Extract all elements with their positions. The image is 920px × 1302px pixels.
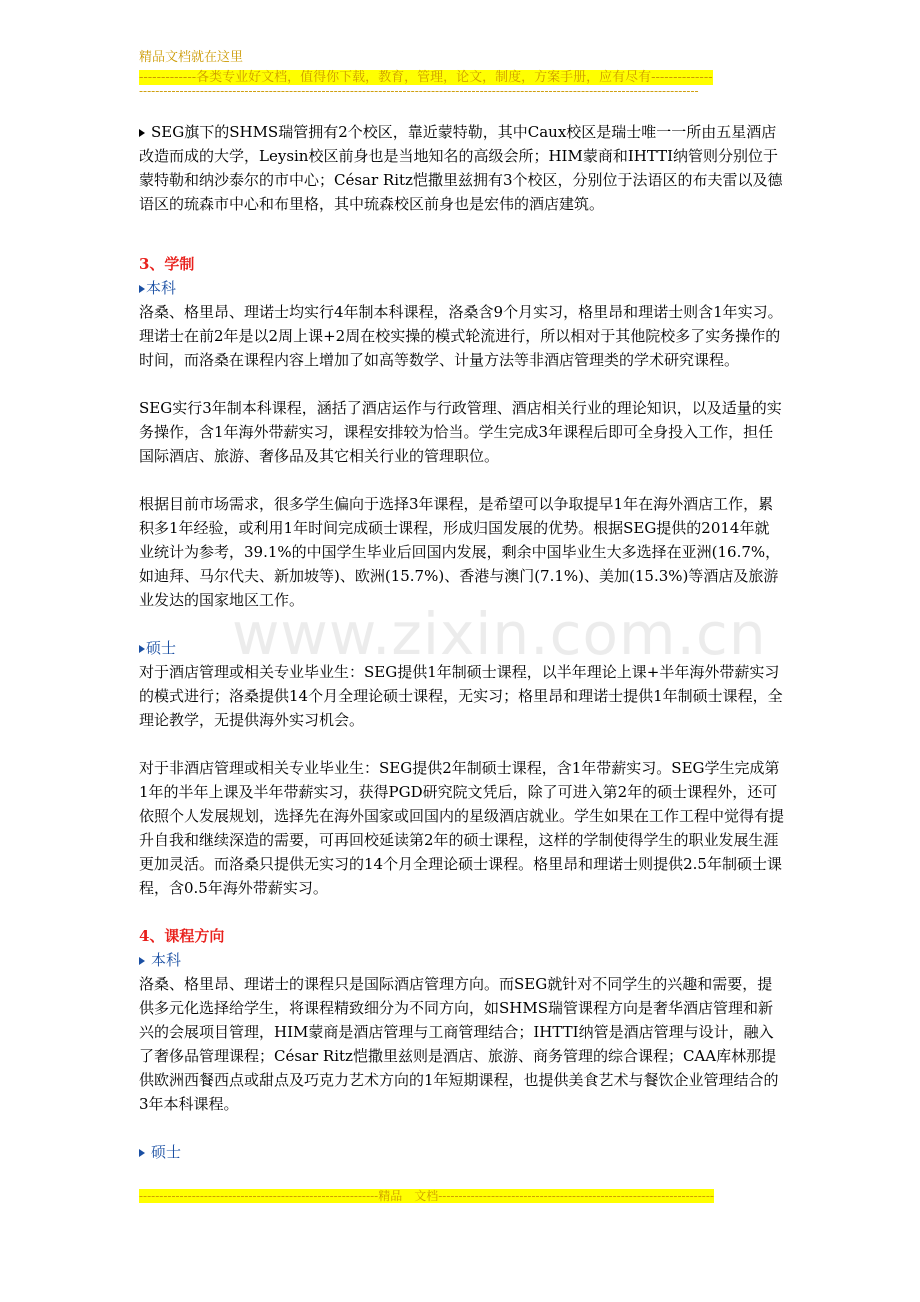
section-3-paragraph-4: 对于酒店管理或相关专业毕业生：SEG提供1年制硕士课程，以半年理论上课+半年海外带薪实习的模式进行；洛桑提供14个月全理论硕士课程，无实习；格里昂和理诺士提供1年制硕士课程，全理论教学，无提供海外实习机会。 [139,663,783,729]
section-3-master-label: 硕士 [139,636,784,660]
section-4-paragraph-1: 洛桑、格里昂、理诺士的课程只是国际酒店管理方向。而SEG就针对不同学生的兴趣和需要，提供多元化选择给学生，将课程精致细分为不同方向，如SHMS瑞管课程方向是奢华酒店管理和新兴的会展项目管理，HIM蒙商是酒店管理与工商管理结合；IHTTI纳管是酒店管理与设计，融入了奢侈品管理课程；César Ritz恺撒里兹则是酒店、旅游、商务管理的综合课程；CAA库林那提供欧洲西餐西点或甜点及巧克力艺术方向的1年短期课程，也提供美食艺术与餐饮企业管理结合的3年本科课程。 [139,975,779,1113]
footer-divider [139,1187,793,1204]
section-4-heading: 4、课程方向 [139,927,225,945]
bullet-triangle-icon [139,285,145,293]
section-3-heading: 3、学制 [139,255,195,273]
section-3-paragraph-2: SEG实行3年制本科课程，涵括了酒店运作与行政管理、酒店相关行业的理论知识，以及适量的实务操作，含1年海外带薪实习，课程安排较为恰当。学生完成3年课程后即可全身投入工作，担任国际酒店、旅游、奢侈品及其它相关行业的管理职位。 [139,399,782,465]
bullet-triangle-icon [139,1149,145,1157]
section-3-paragraph-3: 根据目前市场需求，很多学生偏向于选择3年课程，是希望可以争取提早1年在海外酒店工作，累积多1年经验，或利用1年时间完成硕士课程，形成归国发展的优势。根据SEG提供的2014年就业统计为参考，39.1%的中国学生毕业后回国内发展，剩余中国毕业生大多选择在亚洲(16.7%，如迪拜、马尔代夫、新加坡等)、欧洲(15.7%)、香港与澳门(7.1%)、美加(15.3%)等酒店及旅游业发达的国家地区工作。 [139,495,781,609]
intro-paragraph: SEG旗下的SHMS瑞管拥有2个校区，靠近蒙特勒，其中Caux校区是瑞士唯一一所由五星酒店改造而成的大学，Leysin校区前身也是当地知名的高级会所；HIM蒙商和IHTTI纳管则分别位于蒙特勒和纳沙泰尔的市中心；César Ritz恺撒里兹拥有3个校区，分别位于法语区的布夫雷以及德语区的琉森市中心和布里格，其中琉森校区前身也是宏伟的酒店建筑。 [139,123,783,213]
section-4-bachelor-label: 本科 [139,948,784,972]
header-slogan [139,66,779,85]
section-4-master-label: 硕士 [139,1140,784,1164]
header-title: 精品文档就在这里 [139,50,244,65]
watermark: www.zixin.com.cn [232,600,767,668]
section-3-bachelor-label: 本科 [139,276,784,300]
bullet-triangle-icon [139,129,145,137]
section-3-paragraph-5: 对于非酒店管理或相关专业毕业生：SEG提供2年制硕士课程，含1年带薪实习。SEG学生完成第1年的半年上课及半年带薪实习，获得PGD研究院文凭后，除了可进入第2年的硕士课程外，还可依照个人发展规划，选择先在海外国家或回国内的星级酒店就业。学生如果在工作工程中觉得有提升自我和继续深造的需要，可再回校延读第2年的硕士课程，这样的学制使得学生的职业发展生涯更加灵活。而洛桑只提供无实习的14个月全理论硕士课程。格里昂和理诺士则提供2.5年制硕士课程，含0.5年海外带薪实习。 [139,759,785,897]
footer-text: -----------------------------------------------------------精品 文档-------------------------------------------------------------------- [139,1189,714,1203]
document-body [139,120,784,1164]
header-slogan-text: -------------各类专业好文档，值得你下载，教育，管理，论文，制度，方案手册，应有尽有-------------- [139,70,713,85]
bullet-triangle-icon [139,645,145,653]
bullet-triangle-icon [139,957,145,965]
header-divider: ------------------------------------------------------------------------------------------------------------------------------------------ [139,84,699,98]
section-3-paragraph-1: 洛桑、格里昂、理诺士均实行4年制本科课程，洛桑含9个月实习，格里昂和理诺士则含1年实习。理诺士在前2年是以2周上课+2周在校实操的模式轮流进行，所以相对于其他院校多了实务操作的时间，而洛桑在课程内容上增加了如高等数学、计量方法等非酒店管理类的学术研究课程。 [139,303,783,369]
